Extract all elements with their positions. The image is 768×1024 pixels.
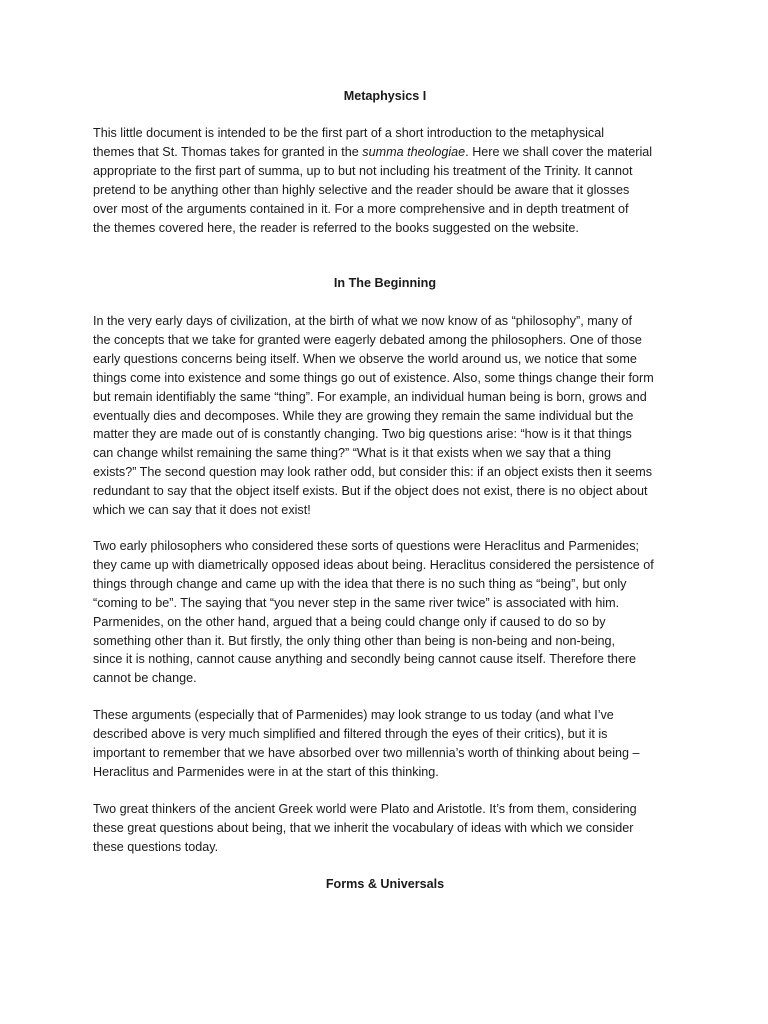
section-heading-in-the-beginning: In The Beginning [333,276,437,290]
paragraph-4 [93,800,685,857]
text-span: . Here we shall cover the material [465,144,653,159]
section-heading-forms-universals: Forms & Universals [325,877,445,891]
paragraph-line: These arguments (especially that of Parmenides) may look strange to us today (and what I’ve [93,708,614,722]
paragraph-line: since it is nothing, cannot cause anything and secondly being cannot cause itself. Therefore there [93,652,637,667]
paragraph-line: important to remember that we have absorbed over two millennia’s worth of thinking about being – [93,745,640,760]
paragraph-line: things through change and came up with the idea that there is no such thing as “being”, but only [93,576,627,591]
paragraph-line: which we can say that it does not exist! [93,503,311,518]
paragraph-line: something other than it. But firstly, the only thing other than being is non-being and non-being, [93,633,616,648]
paragraph-line: cannot be change. [93,671,197,686]
paragraph-line: these great questions about being, that we inherit the vocabulary of ideas with which we consider [93,820,634,835]
paragraph-2 [93,537,685,688]
paragraph-3 [93,706,685,782]
document-title: Metaphysics I [343,89,427,103]
paragraph-line: things come into existence and some things go out of existence. Also, some things change their form [93,370,654,385]
italic-title: summa theologiae [362,144,466,159]
paragraph-line: eventually dies and decomposes. While they are growing they remain the same individual but the [93,408,634,423]
paragraph-line: the themes covered here, the reader is referred to the books suggested on the website. [93,220,579,235]
paragraph-line: described above is very much simplified and filtered through the eyes of their critics), but it is [93,726,608,741]
paragraph-line: can change whilst remaining the same thing?” “What is it that exists when we say that a thing [93,446,612,461]
paragraph-line: Heraclitus and Parmenides were in at the start of this thinking. [93,764,439,779]
paragraph-line: This little document is intended to be the first part of a short introduction to the metaphysical [93,126,605,140]
paragraph-line: over most of the arguments contained in it. For a more comprehensive and in depth treatment of [93,201,629,216]
paragraph-1 [93,312,685,520]
paragraph-line: Two great thinkers of the ancient Greek world were Plato and Aristotle. It’s from them, considering [93,802,637,816]
paragraph-line: matter they are made out of is constantly changing. Two big questions arise: “how is it that things [93,427,632,442]
text-span: themes that St. Thomas takes for granted in the [93,144,363,159]
paragraph-line: but remain identifiably the same “thing”. For example, an individual human being is born, grows and [93,389,647,404]
paragraph-line [93,143,685,162]
paragraph-line: Two early philosophers who considered these sorts of questions were Heraclitus and Parmenides; [93,539,640,553]
paragraph-line: they came up with diametrically opposed ideas about being. Heraclitus considered the persistence of [93,557,654,572]
paragraph-line: “coming to be”. The saying that “you never step in the same river twice” is associated with him. [93,595,620,610]
paragraph-line: pretend to be anything other than highly selective and the reader should be aware that it glosses [93,182,630,197]
paragraph-line: the concepts that we take for granted were eagerly debated among the philosophers. One of those [93,332,642,347]
paragraph-line: redundant to say that the object itself exists. But if the object does not exist, there is no object about [93,484,648,499]
paragraph-line: Parmenides, on the other hand, argued that a being could change only if caused to do so by [93,614,606,629]
paragraph-line: these questions today. [93,839,219,854]
paragraph-line: In the very early days of civilization, at the birth of what we now know of as “philosophy”, many of [93,314,632,328]
paragraph-line: exists?” The second question may look rather odd, but consider this: if an object exists then it seems [93,465,653,480]
intro-paragraph [93,124,685,237]
paragraph-line: early questions concerns being itself. When we observe the world around us, we notice that some [93,351,637,366]
paragraph-line: appropriate to the first part of summa, up to but not including his treatment of the Trinity. It cannot [93,163,633,178]
